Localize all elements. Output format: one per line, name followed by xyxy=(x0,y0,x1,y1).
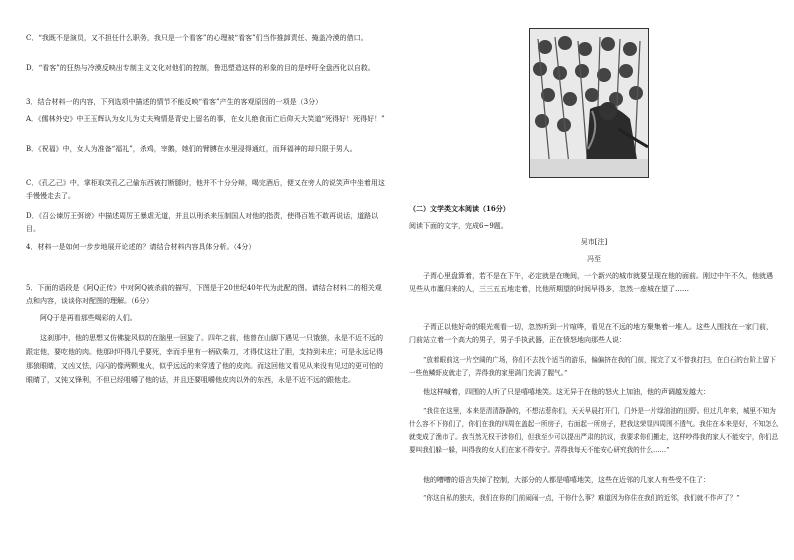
quote-a: “放着眼前这一片空阔的广场，你们不去找个适当的游乐，偏偏挤在我的门前，搅完了又不替我打扫，在白石的台阶上留下一些鱼鳞虾皮就走了，弄得我的家里满门充满了腥气。” xyxy=(409,356,776,377)
article-title: 吴市[注] xyxy=(580,238,608,246)
paragraph-2: 子胥正以他好奇的眼光观看一切，忽然听到一片喧哗，看见在不远的地方聚集着一堆人。这些人围找在一家门前，门前站立着一个高大的男子，男子手执武器，正在愤怒地向那些人说： xyxy=(409,323,773,344)
paragraph-1: 子胥心里盘算着，若不是在下午，必定就是在晚间，一个新兴的城市就要呈现在他的面前。刚过中午不久，他就遇见些从市廛归来的人，三三五五地走着，比他所期望的时间早得多，忽然一座城在望了…… xyxy=(409,272,773,293)
question-3: 3．结合材料一的内容，下列选项中描述的情节不能反映“看客”产生的客观原因的一项是（3分） xyxy=(26,98,323,106)
quote-b: “我住在这里，本来是清清静静的，不想沾惹你们，天天早晨打开门，门外是一片绿油油的田野。但过几年来，城里不知为什么容不下你们了，你们在我的四周在盖起一所房子，右面起一所房子，把我这荣显四周围不透气。我住在本来是好，不知怎么就变成了渔市了。我当然无权干涉你们，但我至少可以提出严肃的抗议，我要求你们搬走，这样吵得我的家人不能安宁，你们总要叫我们躲一躲，叫得我的女人们在家不得安宁。弄得我每天不能安心研究我的什么……” xyxy=(409,407,779,454)
paragraph-4: 他的嘈嘈的语言失掉了控制，大部分的人都是嘻嘻地笑，这些在近邻的几家人有些受不住了： xyxy=(423,476,710,484)
question-3-option-b: B．《祝福》中，女人为准备“福礼”，杀鸡，宰鹅，她们的臂膊在水里浸得通红，而拜福神的却只限于男人。 xyxy=(26,145,357,153)
crowd-woodcut-image xyxy=(530,29,648,177)
quote-passage: 这刹那中，他的思想又仿佛旋风似的在脑里一回旋了。四年之前，他曾在山脚下遇见一只饿狼，永是不近不远的跟定他，要吃他的肉。他那时吓得几乎要死，幸而手里有一柄砍柴刀，才得仗这壮了胆，支持到未庄；可是永远记得那狼眼睛，又凶又怯，闪闪的像两颗鬼火，似乎远远的来穿透了他的皮肉。而这回他又看见从来没有见过的更可怕的眼睛了，又钝又锋利，不但已经咀嚼了他的话，并且还要咀嚼他皮肉以外的东西，永是不近不远的跟他走。 xyxy=(26,334,383,384)
question-4: 4．材料一是如何一步步地展开论述的？请结合材料内容具体分析。（4分） xyxy=(26,243,256,251)
question-3-option-c: C．《孔乙己》中，掌柜取笑孔乙己偷东西被打断腿时，他并不十分分辩，喝完酒后，便又在旁人的说笑声中坐着用这手慢慢走去了。 xyxy=(26,179,385,200)
section-heading: （二）文学类文本阅读（16分） xyxy=(409,204,510,213)
woodcut-illustration xyxy=(529,28,649,178)
reading-instruction: 阅读下面的文字，完成6~9题。 xyxy=(409,222,508,230)
option-d: D．“看客”的狂热与冷漠反映出专制主义文化对他们的控制，鲁迅塑造这样的形象的目的是呼吁全盘西化以自救。 xyxy=(26,64,375,72)
question-3-option-a: A．《儒林外史》中王玉辉认为女儿为丈夫殉情是青史上留名的事，在女儿绝食而亡后仰天大笑道“死得好！死得好！” xyxy=(26,115,385,123)
quote-c: “你这自私的独夫，我们在你的门前闹闹一点，干你什么事？难道因为你住在我们的近邻，我们就不作声了？” xyxy=(423,494,740,502)
article-author: 冯至 xyxy=(587,255,601,263)
paragraph-3: 他这样喊着，四围的人听了只是嘻嘻地笑。这无异于在他的怒火上加油，他的声调越发越大： xyxy=(423,388,710,396)
quote-line-1: 阿Q于是再看那些喝彩的人们。 xyxy=(40,314,137,322)
question-3-option-d: D．《召公谏厉王弭谤》中描述周厉王暴虐无道，并且以刑杀来压制国人对他的指责，使得百姓不敢再说话，道路以目。 xyxy=(26,212,379,233)
option-c: C．“我既不是演员，又不担任什么职务，我只是一个看客”的心理被“看客”们当作推卸责任、掩盖冷漠的借口。 xyxy=(26,34,368,42)
question-5: 5．下面的语段是《阿Q正传》中对阿Q被杀前的描写，下图是于20世纪40年代为此配的图。请结合材料二的相关观点和内容，谈谈你对配图的理解。（6分） xyxy=(26,284,382,305)
